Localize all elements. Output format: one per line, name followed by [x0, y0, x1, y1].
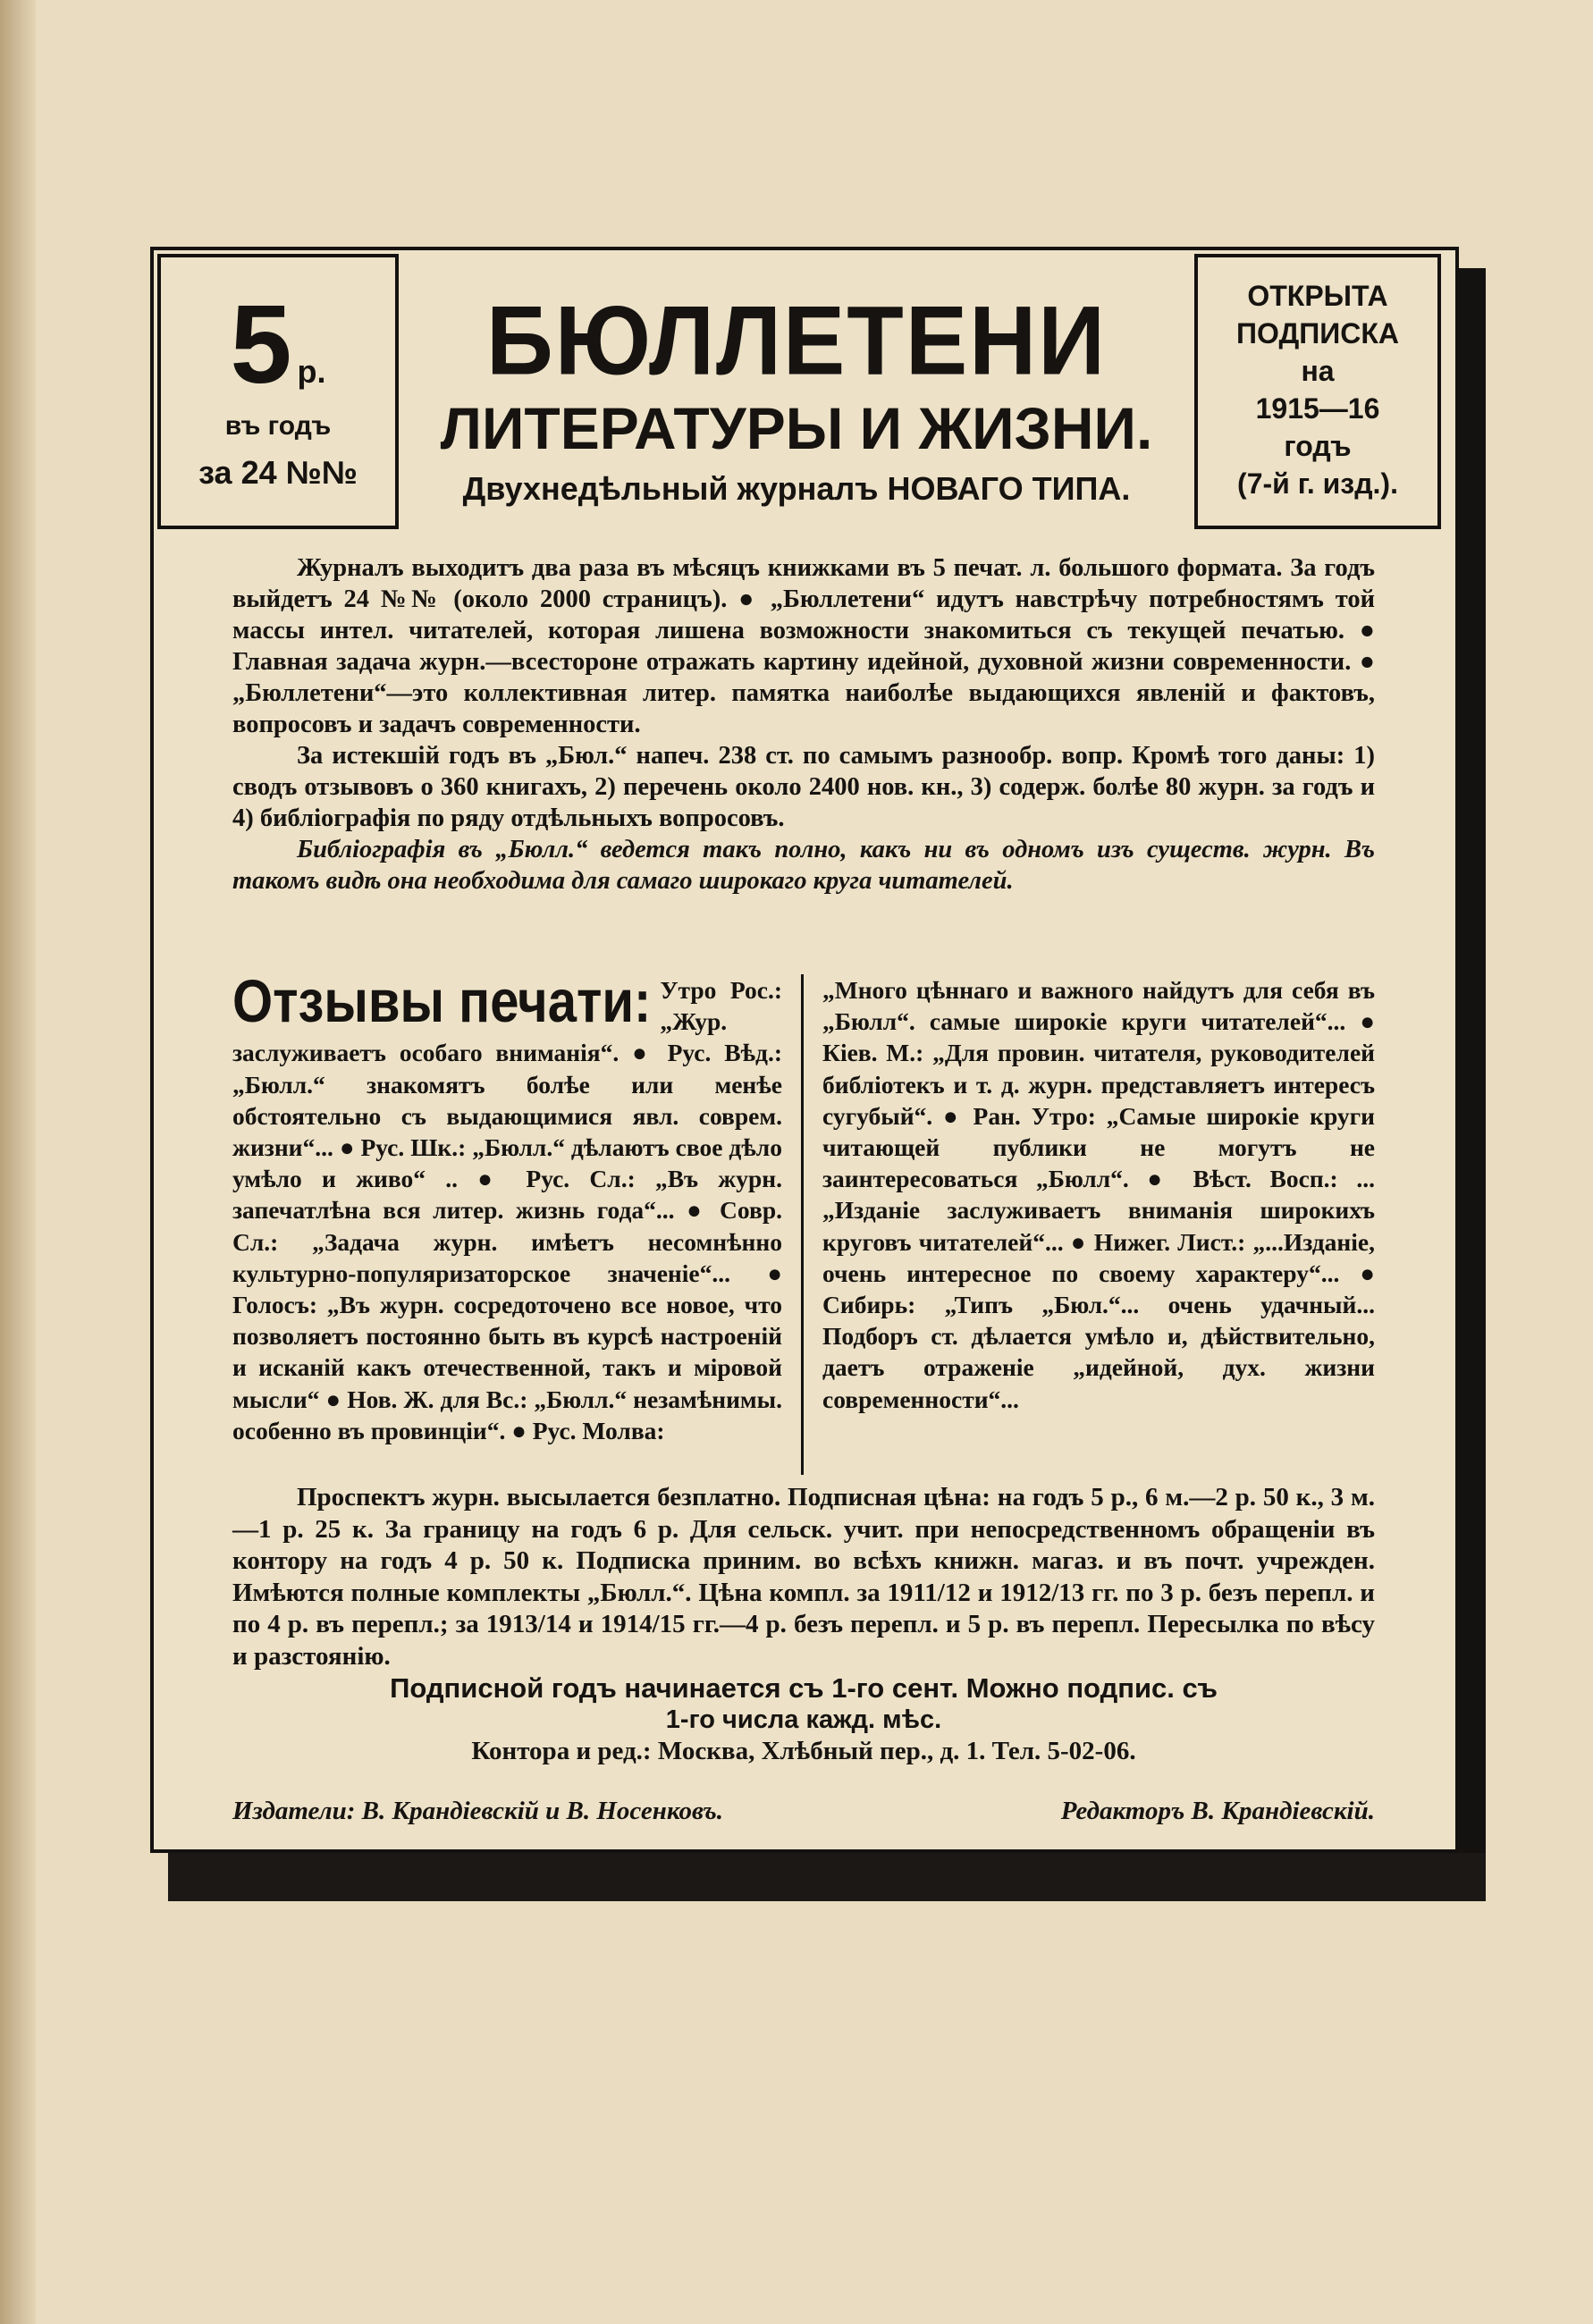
reviews-left-text: Утро Рос.: „Жур. заслуживаетъ особаго вниманія“. ● Рус. Вѣд.: „Бюлл.“ знакомятъ болѣе или менѣе обстоятельно съ выдающимися явл. соврем. жизни“... ● Рус. Шк.: „Бюлл.“ дѣлаютъ свое дѣло умѣло и живо“ .. ● Рус. Сл.: „Въ журн. запечатлѣна вся литер. жизнь года“... ● Совр. Сл.: „Задача журн. имѣетъ несомнѣнно культурно-популяризаторское значеніе“... ● Голосъ: „Въ журн. сосредоточено все новое, что позволяетъ постоянно быть въ курсѣ настроеній и исканій какъ отечественной, такъ и міровой мысли“ ● Нов. Ж. для Вс.: „Бюлл.“ незамѣнимы. особенно въ провинціи“. ● Рус. Молва: [232, 976, 782, 1444]
press-reviews [232, 968, 1375, 1475]
reviews-right-text: „Много цѣннаго и важного найдутъ для себя въ „Бюлл“. самые широкіе круги читателей“... ● Кіев. М.: „Для провин. читателя, руководителей библіотекъ и т. д. журн. представляетъ интересъ сугубый“. ● Ран. Утро: „Самые широкіе круги читающей публики не могутъ не заинтересоваться „Бюлл“. ● Вѣст. Восп.: ...„Изданіе заслуживаетъ вниманія широкихъ круговъ читателей“... ● Нижег. Лист.: „...Изданіе, очень интересное по своему характеру“... ● Сибирь: „Типъ „Бюл.“... очень удачный... Подборъ ст. дѣлается умѣло и, дѣйствительно, даетъ отраженіе „идейной, дух. жизни современности“... [822, 976, 1375, 1413]
subscription-year-note-2: 1-го числа кажд. мѣс. [665, 1705, 942, 1734]
masthead-subtitle: ЛИТЕРАТУРЫ И ЖИЗНИ. [440, 395, 1153, 461]
subscription-line: ОТКРЫТА [1247, 280, 1388, 312]
intro-paragraph: За истекшій годъ въ „Бюл.“ напеч. 238 ст. по самымъ разнообр. вопр. Кромѣ того даны: 1) сводъ отзывовъ о 360 книгахъ, 2) перечень около 2400 нов. кн., 3) содерж. болѣе 80 журн. за годъ и 4) библіографія по ряду отдѣльныхъ вопросовъ. [232, 742, 1375, 832]
editor: Редакторъ В. Крандіевскій. [1060, 1797, 1375, 1825]
subscription-line: годъ [1284, 430, 1352, 462]
reviews-left-column [232, 968, 782, 1446]
publishers-row [232, 1797, 1375, 1826]
subscription-year-note: Подписной годъ начинается съ 1-го сент. Можно подпис. съ [390, 1672, 1218, 1704]
subscription-line: ПОДПИСКА [1235, 317, 1399, 349]
masthead [399, 254, 1194, 536]
subscription-line: на [1301, 355, 1335, 387]
price-unit: р. [297, 353, 326, 390]
publishers: Издатели: В. Крандіевскій и В. Носенковъ. [232, 1797, 724, 1825]
reviews-heading: Отзывы печати: [232, 968, 652, 1035]
intro-bibliography-note: Библіографія въ „Бюлл.“ ведется такъ полно, какъ ни въ одномъ изъ существ. журн. Въ такомъ видѣ она необходима для самаго широкаго круга читателей. [232, 836, 1375, 895]
frame-shadow-bottom [168, 1853, 1486, 1901]
masthead-description: Двухнедѣльный журналъ НОВАГО ТИПА. [462, 470, 1131, 507]
price-amount: 5 [230, 283, 292, 407]
reviews-right-column [822, 974, 1375, 1415]
price-box [157, 254, 399, 529]
frame-shadow-right [1459, 268, 1486, 1877]
subscription-line: (7-й г. изд.). [1237, 467, 1398, 500]
office-address: Контора и ред.: Москва, Хлѣбный пер., д. 1. Тел. 5-02-06. [471, 1737, 1136, 1765]
masthead-title: БЮЛЛЕТЕНИ [485, 287, 1108, 396]
price-issues: за 24 №№ [198, 454, 358, 491]
price-period: въ годъ [224, 411, 332, 441]
column-divider [801, 974, 804, 1475]
subscription-line: 1915—16 [1255, 392, 1380, 425]
intro-text [232, 552, 1375, 897]
subscription-box [1194, 254, 1441, 529]
subscription-terms [232, 1482, 1375, 1768]
page-edge-stain [0, 0, 36, 2324]
intro-paragraph: Журналъ выходитъ два раза въ мѣсяцъ книжками въ 5 печат. л. большого формата. За годъ выйдетъ 24 №№ (около 2000 страницъ). ● „Бюллетени“ идутъ навстрѣчу потребностямъ той массы интел. читателей, которая лишена возможности знакомиться съ текущей печатью. ● Главная задача журн.—всестороне отражать картину идейной, духовной жизни современности. ● „Бюллетени“—это коллективная литер. памятка наиболѣе выдающихся явленій и фактовъ, вопросовъ и задачъ современности. [232, 554, 1375, 738]
terms-paragraph: Проспектъ журн. высылается безплатно. Подписная цѣна: на годъ 5 р., 6 м.—2 р. 50 к., 3 м.—1 р. 25 к. За границу на годъ 6 р. Для сельск. учит. при непосредственномъ обращеніи въ контору на годъ 4 р. 50 к. Подписка приним. во всѣхъ книжн. магаз. и въ почт. учрежден. Имѣются полные комплекты „Бюлл.“. Цѣна компл. за 1911/12 и 1912/13 гг. по 3 р. безъ перепл. и по 4 р. въ перепл.; за 1913/14 и 1914/15 гг.—4 р. безъ перепл. и 5 р. въ перепл. Пересылка по вѣсу и разстоянію. [232, 1483, 1375, 1671]
